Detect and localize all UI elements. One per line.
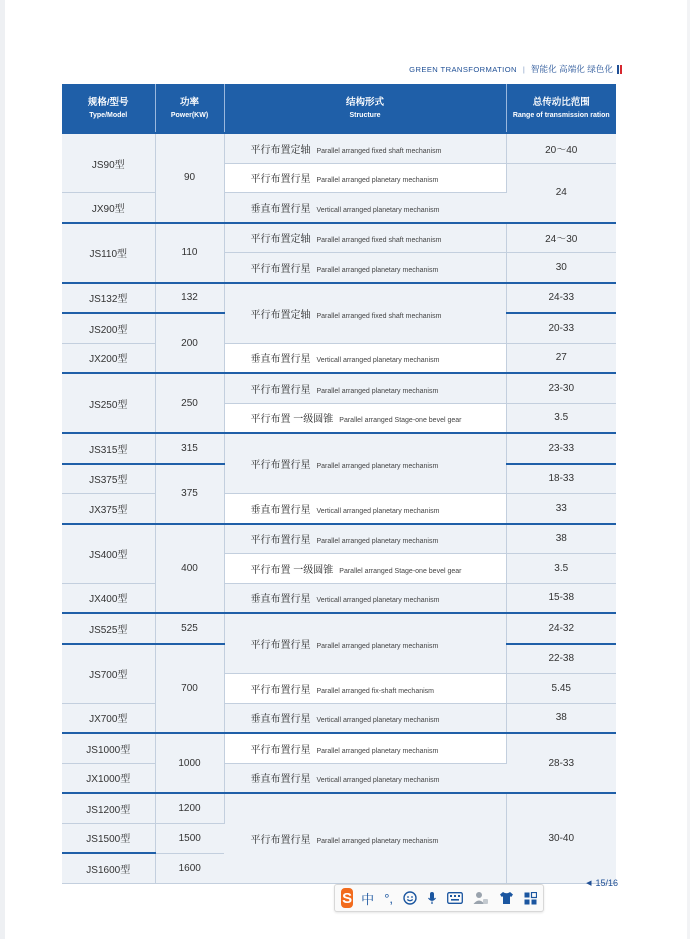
range-cell: 20～40 — [506, 133, 616, 163]
structure-cell: 平行布置定轴 Parallel arranged fixed shaft mechanism — [224, 223, 506, 253]
table-row — [62, 494, 616, 524]
page-edge-left — [0, 0, 5, 939]
structure-cell: 平行布置行星 Parallel arranged planetary mechanism — [224, 524, 506, 554]
range-cell: 5.45 — [506, 674, 616, 704]
power-cell: 90 — [155, 133, 224, 223]
table-row — [62, 223, 616, 253]
toolbox-grid-icon[interactable] — [524, 892, 537, 905]
table-row — [62, 343, 616, 373]
model-cell: JS90型 — [62, 133, 155, 193]
prev-page-icon[interactable]: ◀ — [586, 880, 592, 887]
model-cell: JS110型 — [62, 223, 155, 283]
emoji-icon[interactable] — [403, 891, 417, 905]
power-cell: 132 — [155, 283, 224, 314]
range-cell: 23-33 — [506, 433, 616, 464]
model-cell: JS1500型 — [62, 823, 155, 853]
skin-shirt-icon[interactable] — [499, 891, 514, 905]
keyboard-icon[interactable] — [447, 892, 463, 904]
total-pages: 16 — [607, 878, 618, 888]
structure-cell: 平行布置行星 Parallel arranged planetary mechanism — [224, 253, 506, 283]
structure-cell: 垂直布置行星 Verticall arranged planetary mechanism — [224, 494, 506, 524]
range-cell: 15-38 — [506, 583, 616, 613]
model-cell: JX90型 — [62, 193, 155, 223]
table-row — [62, 703, 616, 733]
model-cell: JS1200型 — [62, 793, 155, 823]
power-cell: 200 — [155, 313, 224, 373]
power-cell: 110 — [155, 223, 224, 283]
range-cell: 23-30 — [506, 373, 616, 403]
microphone-icon[interactable] — [427, 891, 437, 905]
model-cell: JS315型 — [62, 433, 155, 464]
ime-language-toggle[interactable]: 中 — [361, 891, 375, 907]
model-cell: JS700型 — [62, 644, 155, 704]
structure-cell: 平行布置行星 Parallel arranged planetary mechanism — [224, 613, 506, 674]
structure-cell: 平行布置定轴 Parallel arranged fixed shaft mechanism — [224, 133, 506, 163]
range-cell: 38 — [506, 524, 616, 554]
table-row — [62, 793, 616, 823]
structure-cell: 平行布置行星 Parallel arranged fix-shaft mechanism — [224, 674, 506, 704]
range-cell: 3.5 — [506, 403, 616, 433]
power-cell: 375 — [155, 464, 224, 524]
power-cell: 315 — [155, 433, 224, 464]
power-cell: 700 — [155, 644, 224, 734]
structure-cell: 垂直布置行星 Verticall arranged planetary mechanism — [224, 343, 506, 373]
structure-cell: 平行布置行星 Parallel arranged planetary mechanism — [224, 163, 506, 193]
power-cell: 1200 — [155, 793, 224, 823]
structure-cell: 垂直布置行星 Verticall arranged planetary mechanism — [224, 583, 506, 613]
structure-cell: 平行布置 一级圆锥 Parallel arranged Stage-one bevel gear — [224, 403, 506, 433]
table-header-row — [62, 84, 616, 133]
range-cell: 24～30 — [506, 223, 616, 253]
range-cell: 24-32 — [506, 613, 616, 644]
power-cell: 1600 — [155, 853, 224, 883]
range-cell: 38 — [506, 703, 616, 733]
model-cell: JS1600型 — [62, 853, 155, 883]
range-cell: 33 — [506, 494, 616, 524]
header-separator: | — [522, 64, 525, 74]
model-cell: JS132型 — [62, 283, 155, 314]
range-cell: 30 — [506, 253, 616, 283]
range-cell: 30-40 — [506, 793, 616, 883]
header-marker-icon — [617, 65, 622, 74]
current-page: 15 — [595, 878, 606, 888]
structure-cell: 平行布置行星 Parallel arranged planetary mechanism — [224, 733, 506, 763]
range-cell: 3.5 — [506, 554, 616, 584]
page-indicator — [586, 878, 618, 888]
power-cell: 1500 — [155, 823, 224, 853]
power-cell: 250 — [155, 373, 224, 433]
model-cell: JX400型 — [62, 583, 155, 613]
range-cell: 18-33 — [506, 464, 616, 494]
table-row — [62, 283, 616, 314]
table-row — [62, 613, 616, 644]
power-cell: 1000 — [155, 733, 224, 793]
structure-cell: 平行布置行星 Parallel arranged planetary mechanism — [224, 433, 506, 494]
ime-toolbar[interactable] — [334, 884, 544, 912]
col-header-range: 总传动比范围 Range of transmission ration — [506, 84, 616, 133]
power-cell: 400 — [155, 524, 224, 614]
power-cell: 525 — [155, 613, 224, 644]
page-slash: / — [605, 878, 608, 888]
structure-cell: 垂直布置行星 Verticall arranged planetary mechanism — [224, 763, 506, 793]
model-cell: JX700型 — [62, 703, 155, 733]
col-header-model: 规格/型号 Type/Model — [62, 84, 155, 133]
structure-cell: 平行布置定轴 Parallel arranged fixed shaft mechanism — [224, 283, 506, 344]
range-cell: 20-33 — [506, 313, 616, 343]
structure-cell: 平行布置行星 Parallel arranged planetary mechanism — [224, 373, 506, 403]
user-profile-icon[interactable] — [473, 891, 489, 905]
table-row — [62, 583, 616, 613]
header-english: GREEN TRANSFORMATION — [409, 64, 517, 74]
model-cell: JS525型 — [62, 613, 155, 644]
page-header — [409, 62, 622, 76]
spec-table — [62, 84, 616, 884]
structure-cell: 垂直布置行星 Verticall arranged planetary mechanism — [224, 193, 506, 223]
range-cell: 27 — [506, 343, 616, 373]
table-row — [62, 524, 616, 554]
table-row — [62, 133, 616, 163]
header-chinese: 智能化 高端化 绿色化 — [530, 64, 613, 74]
model-cell: JS200型 — [62, 313, 155, 343]
range-cell: 28-33 — [506, 733, 616, 793]
model-cell: JS375型 — [62, 464, 155, 494]
col-header-power: 功率 Power(KW) — [155, 84, 224, 133]
model-cell: JX375型 — [62, 494, 155, 524]
structure-cell: 垂直布置行星 Verticall arranged planetary mechanism — [224, 703, 506, 733]
range-cell: 22-38 — [506, 644, 616, 674]
model-cell: JS400型 — [62, 524, 155, 584]
range-cell: 24 — [506, 163, 616, 223]
table-row — [62, 433, 616, 464]
col-header-structure: 结构形式 Structure — [224, 84, 506, 133]
ime-punctuation-toggle[interactable]: °, — [384, 890, 393, 906]
model-cell: JX1000型 — [62, 763, 155, 793]
ime-logo-icon[interactable]: S — [342, 889, 353, 907]
table-row — [62, 733, 616, 763]
model-cell: JS1000型 — [62, 733, 155, 763]
range-cell: 24-33 — [506, 283, 616, 314]
model-cell: JS250型 — [62, 373, 155, 433]
structure-cell: 平行布置 一级圆锥 Parallel arranged Stage-one bevel gear — [224, 554, 506, 584]
table-row — [62, 373, 616, 403]
structure-cell: 平行布置行星 Parallel arranged planetary mechanism — [224, 793, 506, 883]
model-cell: JX200型 — [62, 343, 155, 373]
